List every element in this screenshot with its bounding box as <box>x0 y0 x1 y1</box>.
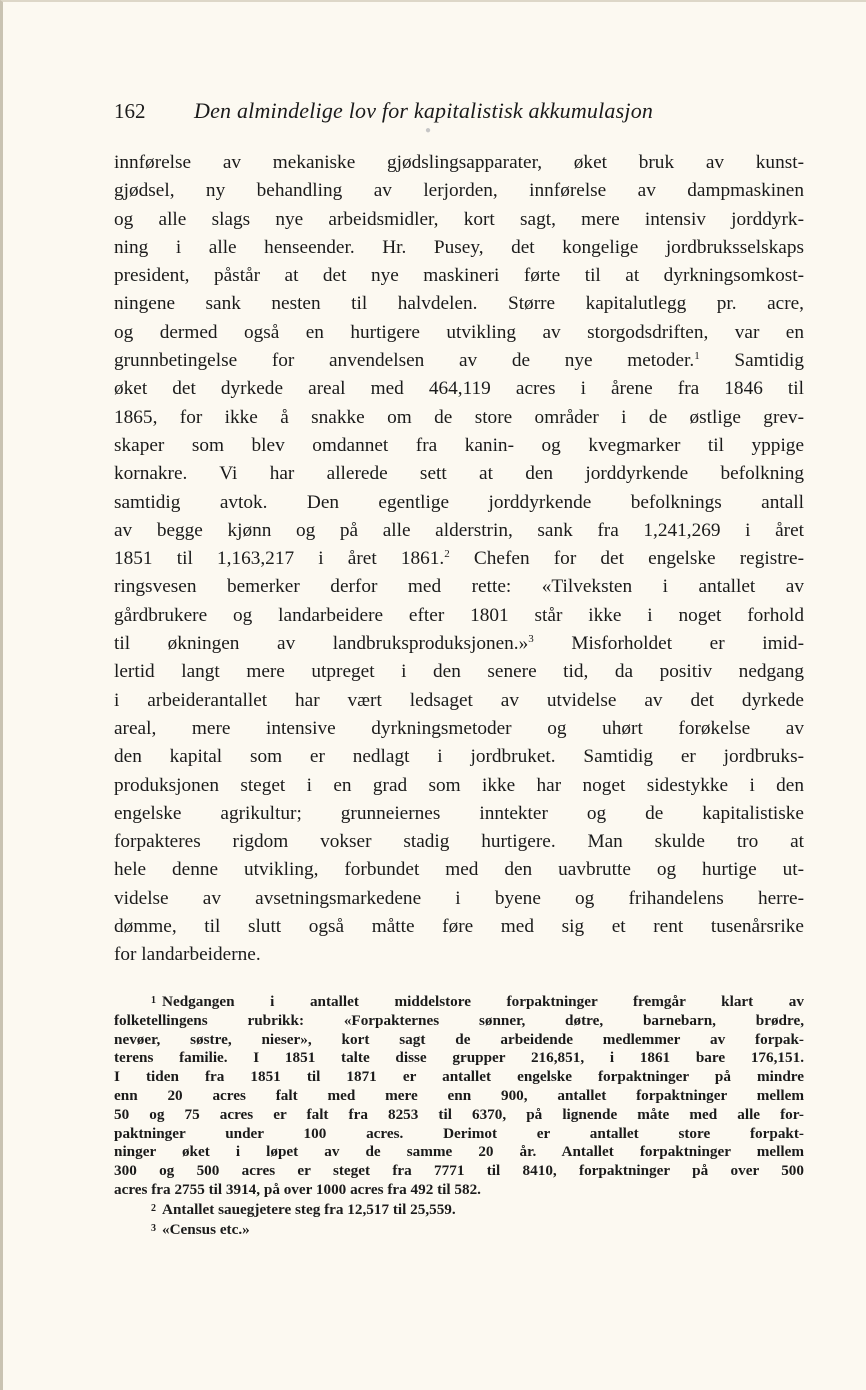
page-number: 162 <box>114 99 146 123</box>
body-line-tail: Misforholdet er imid- <box>533 633 804 655</box>
body-line: ningene sank nesten til halvdelen. Større kapitalutlegg pr. acre, <box>114 293 804 315</box>
footnote-text: «Census etc.» <box>162 1220 250 1238</box>
footnote-marker: 1 <box>151 995 156 1006</box>
ornament-dot: ● <box>425 125 432 136</box>
footnote-line <box>114 1200 804 1220</box>
footnote-marker: 2 <box>151 1202 156 1214</box>
body-line: samtidig avtok. Den egentlige jorddyrkende befolknings antall <box>114 491 804 513</box>
body-line-text: grunnbetingelse for anvendelsen av de nye metoder. <box>114 350 695 372</box>
body-line <box>114 347 804 375</box>
body-line <box>114 630 804 658</box>
footnote-line: folketellingens rubrikk: «Forpakternes sønner, døtre, barnebarn, brødre, <box>114 1011 804 1029</box>
body-line: areal, mere intensive dyrkningsmetoder og uhørt forøkelse av <box>114 717 804 739</box>
footnote-1 <box>114 992 804 1200</box>
body-line: ning i alle henseender. Hr. Pusey, det kongelige jordbruksselskaps <box>114 236 804 258</box>
body-line: 1865, for ikke å snakke om de store områder i de østlige grev- <box>114 406 804 428</box>
body-line: for landarbeiderne. <box>114 944 261 966</box>
footnote-line: paktninger under 100 acres. Derimot er antallet store forpakt- <box>114 1124 804 1142</box>
footnote-ref-1: 1 <box>694 350 700 363</box>
footnote-line: enn 20 acres falt med mere enn 900, antallet forpaktninger mellem <box>114 1086 804 1104</box>
body-line: og dermed også en hurtigere utvikling av storgodsdriften, var en <box>114 321 804 343</box>
body-line: gjødsel, ny behandling av lerjorden, innførelse av dampmaskinen <box>114 180 804 202</box>
footnote-ref-2: 2 <box>444 548 450 561</box>
body-line: innførelse av mekaniske gjødslingsapparater, øket bruk av kunst- <box>114 152 804 173</box>
footnote-line: 50 og 75 acres er falt fra 8253 til 6370, på lignende måte med alle for- <box>114 1105 804 1123</box>
footnote-line: acres fra 2755 til 3914, på over 1000 acres fra 492 til 582. <box>114 1180 481 1198</box>
footnote-ref-3: 3 <box>528 633 534 646</box>
footnote-line <box>114 1220 804 1240</box>
body-line: forpakteres rigdom vokser stadig hurtigere. Man skulde tro at <box>114 831 804 853</box>
footnote-3 <box>114 1220 804 1240</box>
footnote-line: terens familie. I 1851 talte disse grupper 216,851, i 1861 bare 176,151. <box>114 1049 804 1067</box>
body-line: hele denne utvikling, forbundet med den uavbrutte og hurtige ut- <box>114 859 804 881</box>
body-line: dømme, til slutt også måtte føre med sig et rent tusenårsrike <box>114 916 804 938</box>
running-title: Den almindelige lov for kapitalistisk akkumulasjon <box>194 98 654 123</box>
footnote-line <box>114 992 804 1012</box>
footnote-line: I tiden fra 1851 til 1871 er antallet engelske forpaktninger på mindre <box>114 1068 804 1086</box>
body-line: av begge kjønn og på alle alderstrin, sank fra 1,241,269 i året <box>114 519 804 541</box>
footnote-2 <box>114 1200 804 1220</box>
page-header <box>114 96 834 136</box>
footnote-line: 300 og 500 acres er steget fra 7771 til 8410, forpaktninger på over 500 <box>114 1162 804 1180</box>
body-line: ringsvesen bemerker derfor med rette: «Tilveksten i antallet av <box>114 576 804 598</box>
body-line-text: 1851 til 1,163,217 i året 1861. <box>114 548 445 570</box>
body-line: videlse av avsetningsmarkedene i byene og frihandelens herre- <box>114 887 804 909</box>
body-line: øket det dyrkede areal med 464,119 acres i årene fra 1846 til <box>114 378 804 400</box>
footnote-line: nevøer, søstre, nieser», kort sagt de arbeidende medlemmer av forpak- <box>114 1030 804 1048</box>
body-line: president, påstår at det nye maskineri førte til at dyrkningsomkost- <box>114 265 804 287</box>
body-line: lertid langt mere utpreget i den senere tid, da positiv nedgang <box>114 661 804 683</box>
footnote-text: Antallet sauegjetere steg fra 12,517 til 25,559. <box>162 1200 456 1218</box>
footnote-text: Nedgangen i antallet middelstore forpaktninger fremgår klart av <box>162 993 804 1010</box>
body-line: skaper som blev omdannet fra kanin- og kvegmarker til yppige <box>114 434 804 456</box>
body-line: gårdbrukere og landarbeidere efter 1801 står ikke i noget forhold <box>114 604 804 626</box>
body-line: kornakre. Vi har allerede sett at den jorddyrkende befolkning <box>114 463 804 485</box>
body-line: den kapital som er nedlagt i jordbruket. Samtidig er jordbruks- <box>114 746 804 768</box>
body-line <box>114 545 804 573</box>
footnote-line: ninger øket i løpet av de samme 20 år. Antallet forpaktninger mellem <box>114 1143 804 1161</box>
footnote-marker: 3 <box>151 1222 156 1234</box>
body-line: og alle slags nye arbeidsmidler, kort sagt, mere intensiv jorddyrk- <box>114 208 804 230</box>
body-line: engelske agrikultur; grunneiernes inntekter og de kapitalistiske <box>114 802 804 824</box>
body-line-tail: Samtidig <box>699 350 804 372</box>
body-line-text: til økningen av landbruksproduksjonen.» <box>114 633 529 655</box>
footnotes <box>114 992 804 1239</box>
body-text <box>114 149 804 970</box>
body-line: produksjonen steget i en grad som ikke har noget sidestykke i den <box>114 774 804 796</box>
body-line: i arbeiderantallet har vært ledsaget av utvidelse av det dyrkede <box>114 689 804 711</box>
body-line-tail: Chefen for det engelske registre- <box>449 548 805 570</box>
